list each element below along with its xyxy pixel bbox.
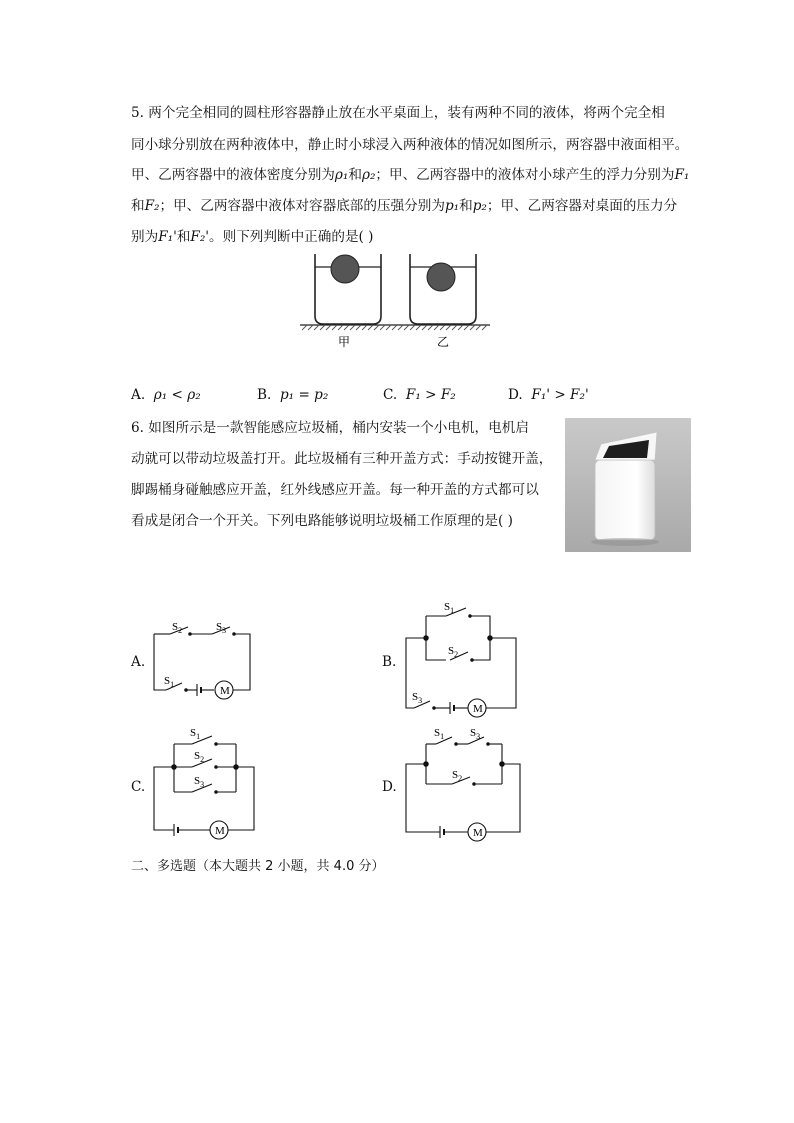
q6-option-b-label[interactable]: B. <box>382 654 397 670</box>
s1-label: $S_1$ <box>190 727 201 741</box>
motor-label: M <box>215 825 225 837</box>
s2-label: $S_2$ <box>452 769 463 783</box>
q5-line-2: 同小球分别放在两种液体中，静止时小球浸入两种液体的情况如图所示，两容器中液面相平。 <box>131 137 689 153</box>
q5-option-c[interactable]: C. F₁ > F₂ <box>383 387 456 403</box>
q6-line-4: 看成是闭合一个开关。下列电路能够说明垃圾桶工作原理的是( ) <box>131 513 513 529</box>
label-yi: 乙 <box>437 335 450 349</box>
q5-line-3: 甲、乙两容器中的液体密度分别为ρ₁和ρ₂；甲、乙两容器中的液体对小球产生的浮力分别为F₁ <box>131 167 690 183</box>
q6-line-2: 动就可以带动垃圾盖打开。此垃圾桶有三种开盖方式：手动按键开盖， <box>131 451 553 467</box>
circuit-d[interactable] <box>402 722 527 842</box>
q6-option-c-label[interactable]: C. <box>131 779 146 795</box>
s3-label: $S_3$ <box>470 727 481 741</box>
s3-label: $S_3$ <box>194 775 205 789</box>
q6-option-d-label[interactable]: D. <box>382 779 397 795</box>
circuit-a[interactable] <box>150 612 260 704</box>
s3-label: $S_3$ <box>412 691 423 705</box>
s2-label: $S_2$ <box>448 645 459 659</box>
s1-label: $S_1$ <box>444 601 455 615</box>
q5-line-1: 5. 两个完全相同的圆柱形容器静止放在水平桌面上，装有两种不同的液体，将两个完全相 <box>131 105 665 121</box>
motor-label: M <box>473 827 483 839</box>
s2-label: $S_2$ <box>194 750 205 764</box>
label-jia: 甲 <box>338 335 351 349</box>
q5-line-5: 别为F₁'和F₂'。则下列判断中正确的是( ) <box>131 229 374 245</box>
s1-label: $S_1$ <box>164 675 175 689</box>
q5-option-d[interactable]: D. F₁' > F₂' <box>508 387 589 403</box>
trash-can-photo <box>565 418 691 552</box>
q5-option-b[interactable]: B. p₁ = p₂ <box>257 387 329 403</box>
motor-label: M <box>220 685 230 697</box>
q6-option-a-label[interactable]: A. <box>131 654 146 670</box>
s1-label: $S_1$ <box>434 727 445 741</box>
q5-line-4: 和F₂；甲、乙两容器中液体对容器底部的压强分别为p₁和p₂；甲、乙两容器对桌面的压力分 <box>131 198 678 214</box>
circuit-b[interactable] <box>400 598 525 720</box>
q5-option-a[interactable]: A. ρ₁ < ρ₂ <box>131 387 201 403</box>
s2-label: $S_2$ <box>172 621 183 635</box>
q6-line-3: 脚踢桶身碰触感应开盖，红外线感应开盖。每一种开盖的方式都可以 <box>131 482 539 498</box>
motor-label: M <box>473 703 483 715</box>
q5-containers-figure <box>290 250 500 350</box>
q6-line-1: 6. 如图所示是一款智能感应垃圾桶，桶内安装一个小电机，电机启 <box>131 420 529 436</box>
circuit-c[interactable] <box>150 722 265 842</box>
s3-label: $S_3$ <box>216 621 227 635</box>
section-2-heading: 二、多选题（本大题共 2 小题，共 4.0 分） <box>131 859 385 874</box>
